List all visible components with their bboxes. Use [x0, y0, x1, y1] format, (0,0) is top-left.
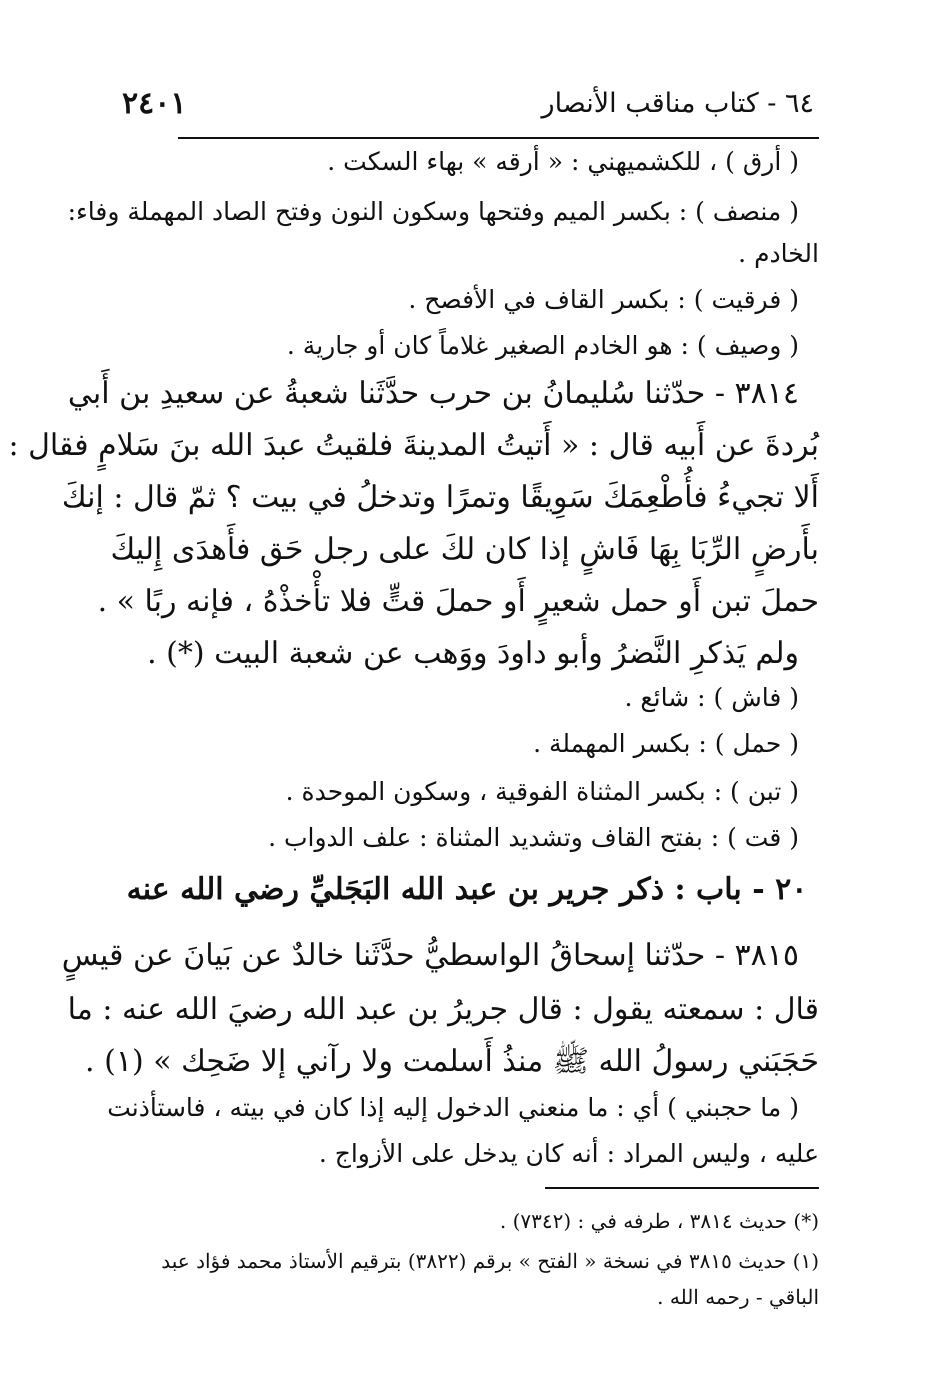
- hadith-line: قال : سمعته يقول : قال جريرُ بن عبد الله رضيَ الله عنه : ما: [67, 992, 819, 1027]
- note-line: ( أرق ) ، للكشميهني : « أرقه » بهاء السكت .: [327, 147, 799, 176]
- note-line: الخادم .: [738, 239, 819, 268]
- note-line: ( قت ) : بفتح القاف وتشديد المثناة : علف الدواب .: [268, 823, 799, 852]
- page-number: ٢٤٠١: [122, 86, 187, 121]
- footnote-line: (١) حديث ٣٨١٥ في نسخة « الفتح » برقم (٣٨٢٢) بترقيم الأستاذ محمد فؤاد عبد: [161, 1249, 819, 1273]
- hadith-line: ولم يَذكرِ النَّضرُ وأبو داودَ ووَهب عن شعبة البيت (*) .: [147, 636, 799, 671]
- footnote-line: (*) حديث ٣٨١٤ ، طرفه في : (٧٣٤٢) .: [499, 1209, 819, 1233]
- footnote-rule: [545, 1187, 819, 1189]
- header-rule: [178, 137, 819, 139]
- hadith-line: ٣٨١٤ - حدّثنا سُليمانُ بن حرب حدَّثَنا شعبةُ عن سعيدِ بن أَبي: [67, 376, 799, 411]
- hadith-line: حملَ تبن أَو حمل شعيرٍ أَو حملَ قتٍّ فلا تأْخذْهُ ، فإنه ربًا » .: [97, 584, 819, 619]
- note-line: ( تبن ) : بكسر المثناة الفوقية ، وسكون الموحدة .: [285, 777, 799, 806]
- note-line: ( فرقيت ) : بكسر القاف في الأفصح .: [408, 285, 799, 314]
- footnote-line: الباقي - رحمه الله .: [657, 1285, 819, 1309]
- note-line: ( فاش ) : شائع .: [624, 683, 799, 712]
- hadith-line: حَجَبَني رسولُ الله ﷺ منذُ أَسلمت ولا رآني إلا ضَحِك » (١) .: [85, 1044, 819, 1079]
- note-line: عليه ، وليس المراد : أنه كان يدخل على الأزواج .: [318, 1139, 819, 1168]
- note-line: ( ما حجبني ) أي : ما منعني الدخول إليه إذا كان في بيته ، فاستأذنت: [107, 1093, 799, 1122]
- page-header: [100, 82, 814, 132]
- note-line: ( وصيف ) : هو الخادم الصغير غلاماً كان أو جارية .: [286, 331, 799, 360]
- note-line: ( حمل ) : بكسر المهملة .: [533, 729, 799, 758]
- hadith-line: أَلا تجيءُ فأُطْعِمَكَ سَوِيقًا وتمرًا وتدخلُ في بيت ؟ ثمّ قال : إنكَ: [61, 480, 819, 515]
- hadith-line: بأَرضٍ الرِّبَا بِهَا فَاشٍ إذا كان لكَ على رجل حَق فأَهدَى إِليكَ: [110, 532, 819, 567]
- hadith-line: ٣٨١٥ - حدّثنا إسحاقُ الواسطيُّ حدَّثَنا خالدٌ عن بَيانَ عن قيسٍ: [61, 938, 799, 973]
- chapter-title: ٦٤ - كتاب مناقب الأنصار: [541, 88, 814, 119]
- hadith-line: بُردةَ عن أَبيه قال : « أَتيتُ المدينةَ فلقيتُ عبدَ الله بنَ سَلامٍ فقال :: [8, 428, 819, 463]
- chapter-heading: ٢٠ - باب : ذكر جرير بن عبد الله البَجَليِّ رضي الله عنه: [126, 872, 808, 907]
- note-line: ( منصف ) : بكسر الميم وفتحها وسكون النون وفتح الصاد المهملة وفاء:: [67, 197, 799, 226]
